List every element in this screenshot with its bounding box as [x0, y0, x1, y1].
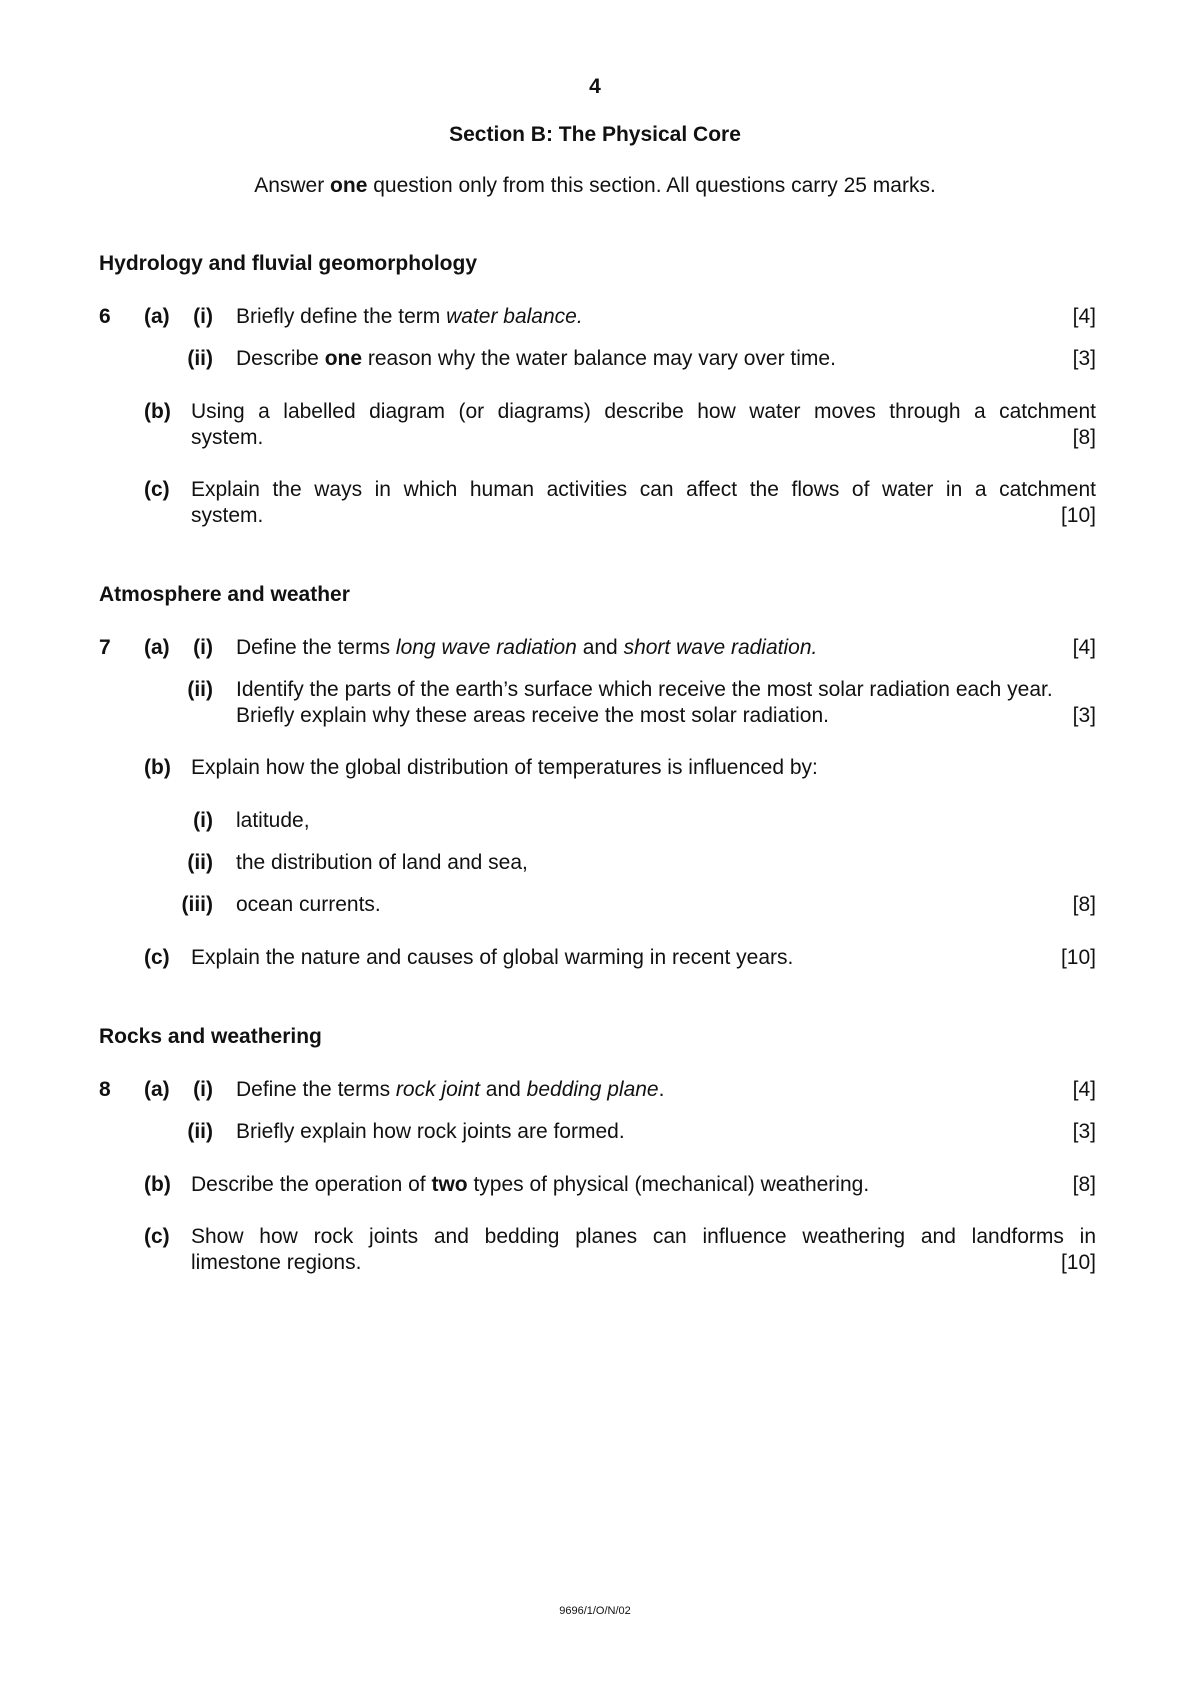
q7-b-ii-text: the distribution of land and sea,: [236, 851, 528, 874]
q7-a-i-term: long wave radiation: [395, 636, 577, 659]
q8-a-i-text-plain: .: [658, 1078, 665, 1101]
q7-part-b-label: (b): [144, 756, 171, 779]
q6-c-text-line2: system.: [191, 504, 264, 527]
q8-a-i-label: (i): [193, 1078, 213, 1101]
q8-b-text-plain: Describe the operation of: [191, 1173, 432, 1196]
q6-b-text-line2: system.: [191, 426, 264, 449]
q7-c-marks: [10]: [1060, 946, 1096, 969]
q6-b-text-line1: Using a labelled diagram (or diagrams) describe how water moves through a catchment: [191, 400, 1096, 423]
q6-a-i-marks: [4]: [1072, 305, 1096, 328]
q7-b-marks: [8]: [1072, 893, 1096, 916]
q6-a-i-term: water balance.: [446, 305, 583, 328]
q6-a-ii-text: [236, 346, 836, 372]
q7-a-i-marks: [4]: [1072, 636, 1096, 659]
instructions-text: question only from this section. All questions carry 25 marks.: [367, 174, 936, 197]
instructions-text: Answer: [254, 174, 331, 197]
q7-a-i-text-plain: Define the terms: [236, 636, 396, 659]
q8-a-ii-marks: [3]: [1072, 1120, 1096, 1143]
q8-c-marks: [10]: [1060, 1251, 1096, 1274]
q8-part-b-label: (b): [144, 1173, 171, 1196]
q6-part-c-label: (c): [144, 478, 170, 501]
q8-c-text-line2: limestone regions.: [191, 1251, 362, 1274]
q8-c-text-line1: Show how rock joints and bedding planes can influence weathering and landforms in: [191, 1225, 1096, 1248]
q7-b-iii-label: (iii): [181, 893, 213, 916]
q7-part-a-label: (a): [144, 636, 170, 659]
q6-a-ii-emphasis: one: [324, 347, 363, 370]
q7-a-ii-text-line2: Briefly explain why these areas receive the most solar radiation.: [236, 704, 829, 727]
q8-a-i-term: rock joint: [395, 1078, 480, 1101]
q7-a-i-text: [236, 635, 817, 661]
q6-part-b-label: (b): [144, 400, 171, 423]
q6-c-marks: [10]: [1060, 504, 1096, 527]
footer-paper-code: 9696/1/O/N/02: [559, 1605, 631, 1617]
q8-a-i-text-plain: and: [479, 1078, 527, 1101]
q7-a-ii-text-line1: Identify the parts of the earth’s surface which receive the most solar radiation each year.: [236, 678, 1053, 701]
q8-a-ii-label: (ii): [187, 1120, 213, 1143]
q6-a-i-text-plain: Briefly define the term: [236, 305, 447, 328]
q6-a-ii-text-plain: reason why the water balance may vary over time.: [362, 347, 836, 370]
q8-b-text-plain: types of physical (mechanical) weathering.: [467, 1173, 870, 1196]
q8-a-i-term: bedding plane: [526, 1078, 659, 1101]
q7-part-c-label: (c): [144, 946, 170, 969]
q7-a-i-text-plain: and: [576, 636, 624, 659]
question-number-7: 7: [99, 636, 111, 659]
topic-heading-atmosphere: Atmosphere and weather: [99, 583, 350, 606]
q6-c-text-line1: Explain the ways in which human activities can affect the flows of water in a catchment: [191, 478, 1096, 501]
q6-b-marks: [8]: [1072, 426, 1096, 449]
topic-heading-hydrology: Hydrology and fluvial geomorphology: [99, 252, 478, 275]
question-number-8: 8: [99, 1078, 111, 1101]
q7-b-i-text: latitude,: [236, 809, 310, 832]
q7-a-ii-label: (ii): [187, 678, 213, 701]
q6-a-ii-text-plain: Describe: [236, 347, 325, 370]
q6-a-i-text: [236, 304, 583, 330]
question-number-6: 6: [99, 305, 111, 328]
q7-b-iii-text: ocean currents.: [236, 893, 381, 916]
q8-part-a-label: (a): [144, 1078, 170, 1101]
instructions-emphasis: one: [330, 174, 368, 197]
q6-a-i-label: (i): [193, 305, 213, 328]
q7-b-text: Explain how the global distribution of temperatures is influenced by:: [191, 756, 818, 779]
q8-b-emphasis: two: [431, 1173, 468, 1196]
page-number: 4: [589, 75, 601, 98]
q6-a-ii-marks: [3]: [1072, 347, 1096, 370]
q7-b-ii-label: (ii): [187, 851, 213, 874]
q7-a-i-term: short wave radiation.: [623, 636, 818, 659]
q8-b-marks: [8]: [1072, 1173, 1096, 1196]
q8-a-i-marks: [4]: [1072, 1078, 1096, 1101]
q8-a-i-text: [236, 1077, 664, 1103]
q7-b-i-label: (i): [193, 809, 213, 832]
q8-b-text: [191, 1172, 869, 1198]
q7-a-i-label: (i): [193, 636, 213, 659]
q8-a-i-text-plain: Define the terms: [236, 1078, 396, 1101]
topic-heading-rocks: Rocks and weathering: [99, 1025, 322, 1048]
q8-a-ii-text: Briefly explain how rock joints are formed.: [236, 1120, 625, 1143]
section-title: Section B: The Physical Core: [449, 123, 741, 146]
q7-c-text: Explain the nature and causes of global warming in recent years.: [191, 946, 794, 969]
q6-a-ii-label: (ii): [187, 347, 213, 370]
section-instructions: [0, 173, 1190, 199]
q7-a-ii-marks: [3]: [1072, 704, 1096, 727]
q8-part-c-label: (c): [144, 1225, 170, 1248]
q6-part-a-label: (a): [144, 305, 170, 328]
